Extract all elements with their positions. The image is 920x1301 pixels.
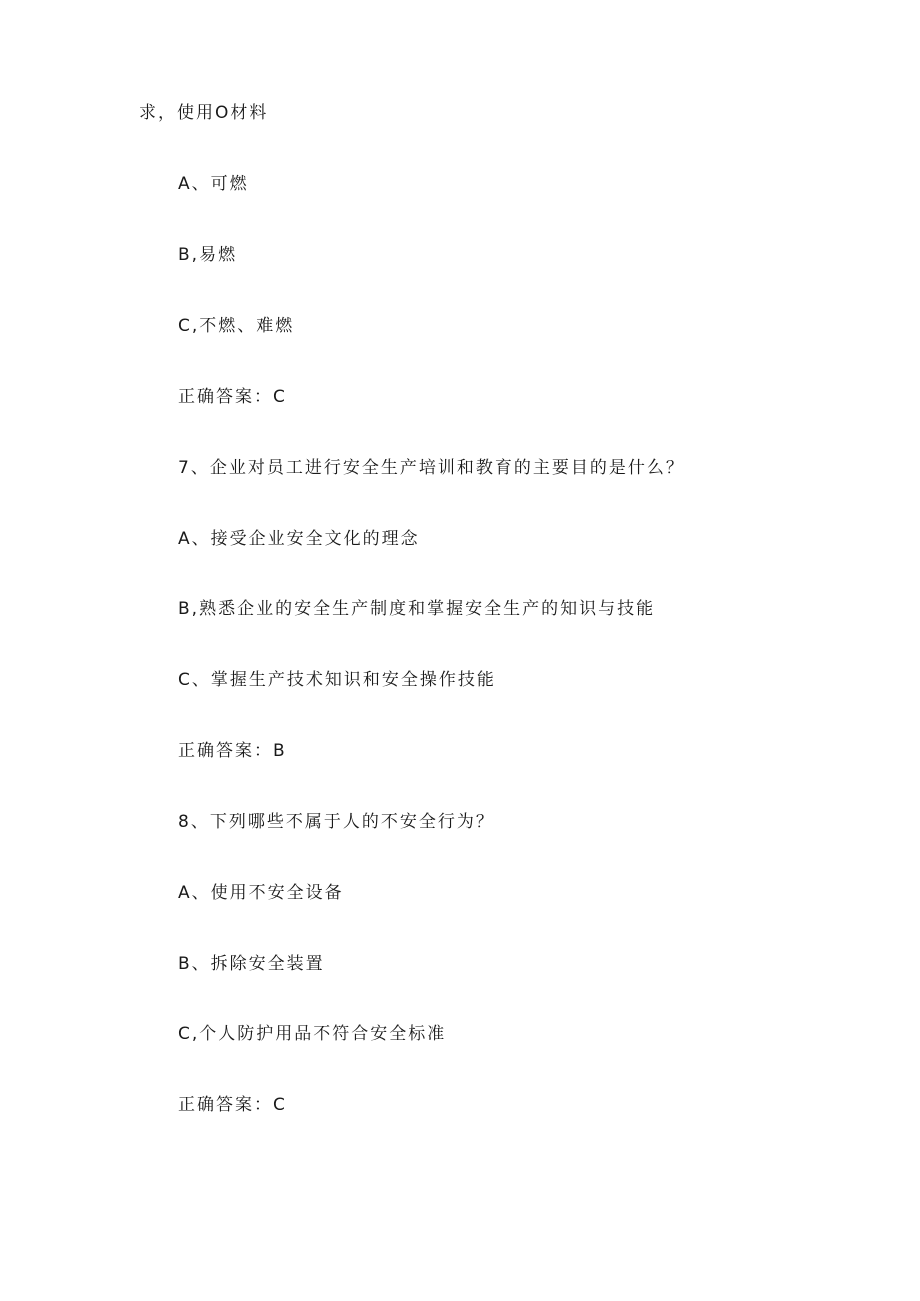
q7-option-b: B,熟悉企业的安全生产制度和掌握安全生产的知识与技能	[178, 599, 656, 619]
q8-answer: 正确答案：C	[178, 1095, 287, 1115]
q6-option-a: A、可燃	[178, 174, 249, 194]
q8-question: 8、下列哪些不属于人的不安全行为？	[178, 812, 495, 832]
q8-option-b: B、拆除安全装置	[178, 954, 325, 974]
q6-option-b: B,易燃	[178, 245, 238, 265]
question-6-continuation: 求，使用O材料	[139, 103, 269, 123]
q7-option-c: C、掌握生产技术知识和安全操作技能	[178, 670, 496, 690]
q6-option-c: C,不燃、难燃	[178, 316, 295, 336]
q8-option-a: A、使用不安全设备	[178, 883, 344, 903]
q7-option-a: A、接受企业安全文化的理念	[178, 529, 420, 549]
q7-answer: 正确答案：B	[178, 741, 287, 761]
q8-option-c: C,个人防护用品不符合安全标准	[178, 1024, 447, 1044]
q6-answer: 正确答案：C	[178, 387, 287, 407]
q7-question: 7、企业对员工进行安全生产培训和教育的主要目的是什么？	[178, 458, 685, 478]
